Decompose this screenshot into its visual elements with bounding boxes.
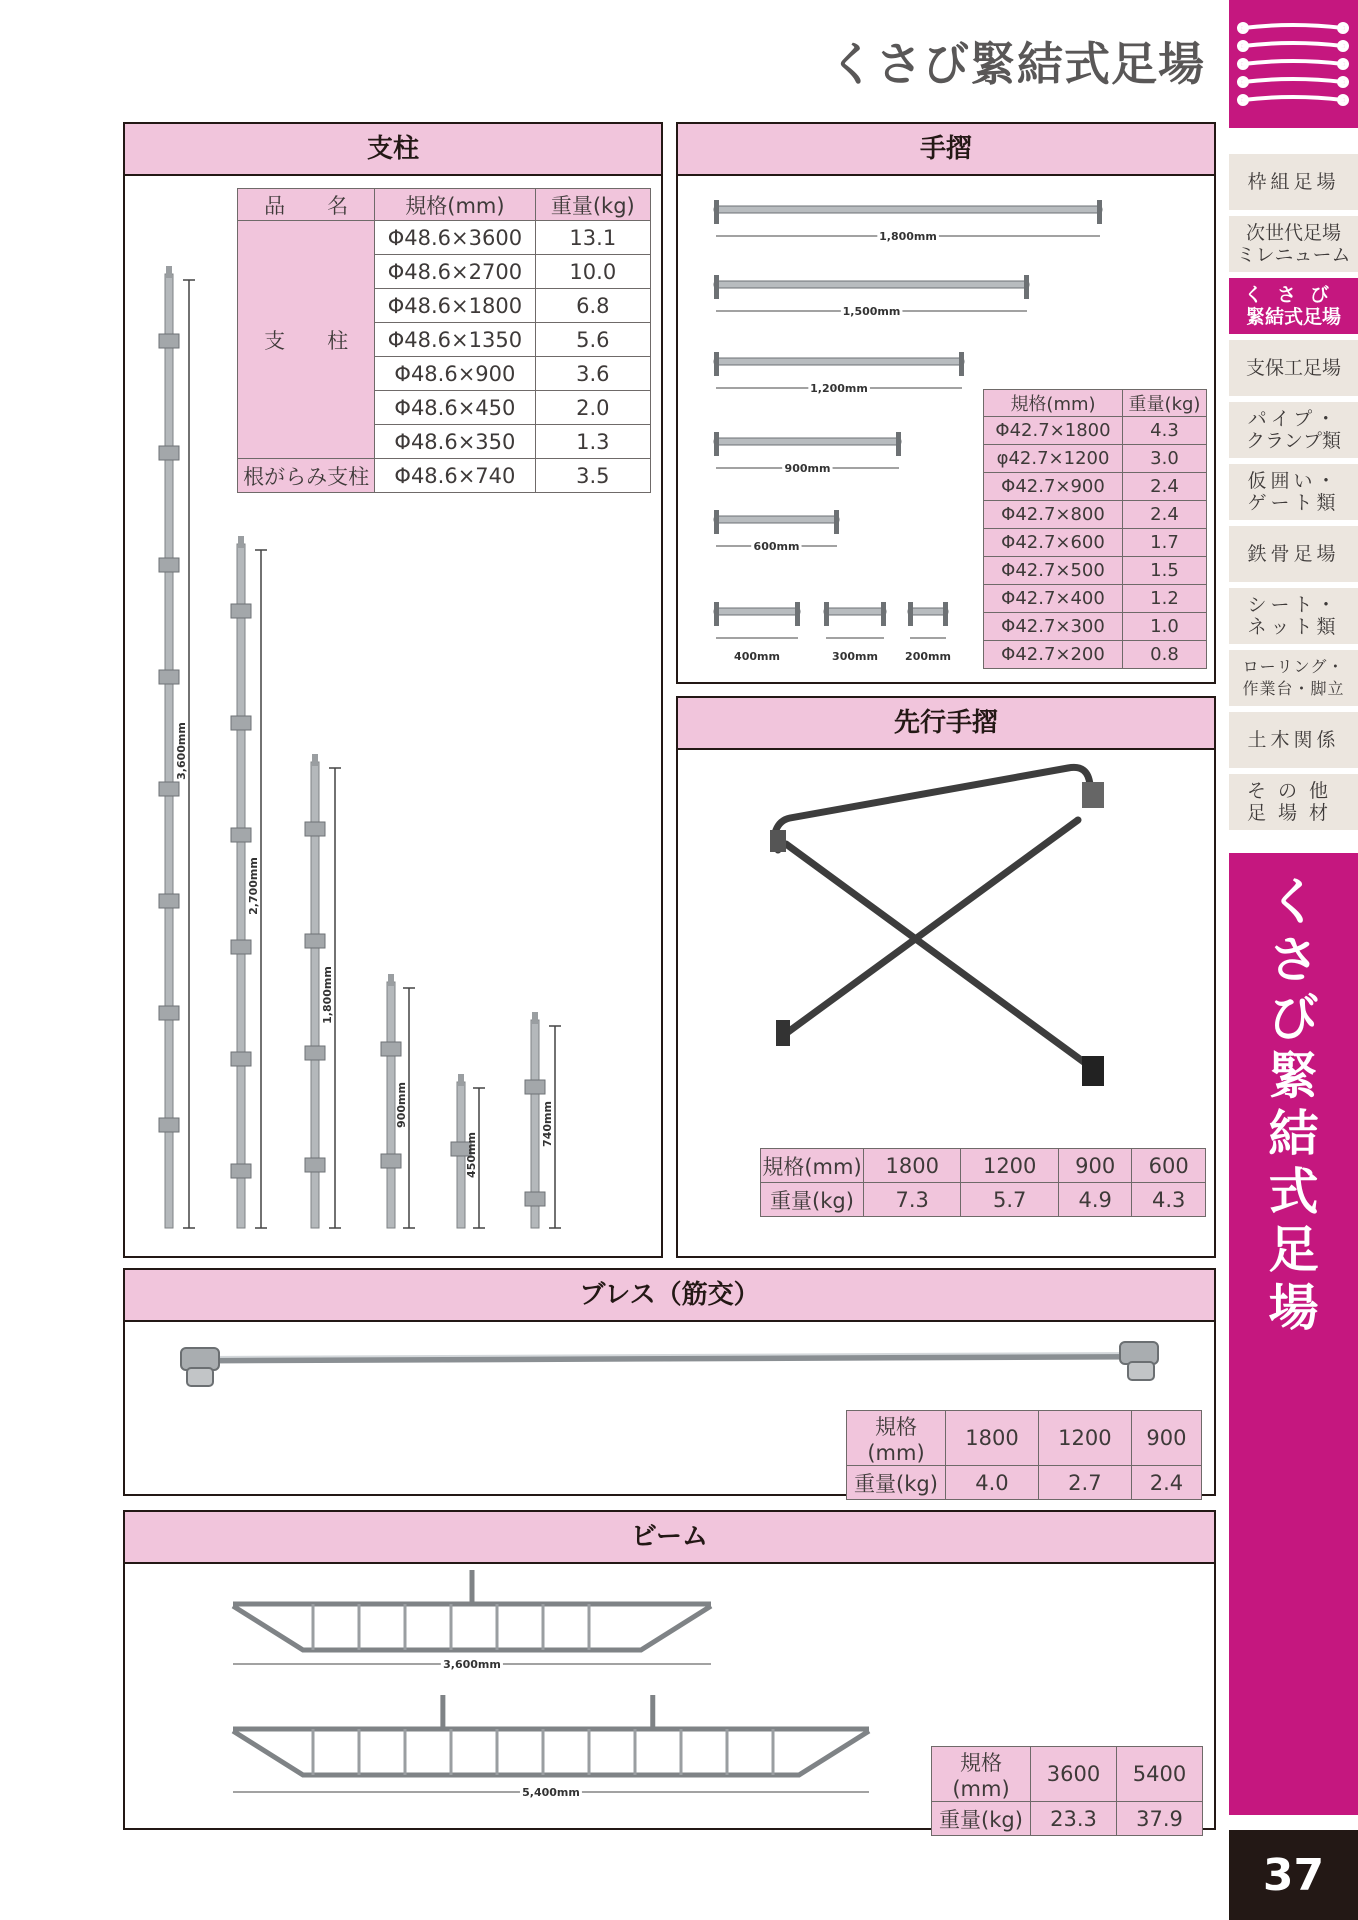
dimension-label: 900mm: [784, 462, 831, 475]
nav-item-shoring[interactable]: 支保工足場: [1229, 340, 1358, 396]
pole-tip: [312, 754, 318, 766]
spec-cell: 1200: [961, 1149, 1058, 1183]
pole-tip: [166, 266, 172, 278]
dimension-label: 2,700mm: [247, 857, 260, 915]
pole-tip: [532, 1012, 538, 1024]
clamp-left-bottom: [776, 1020, 790, 1046]
handrail: [714, 602, 800, 663]
dimension-label: 200mm: [905, 650, 951, 663]
spec-cell: Φ48.6×1800: [375, 289, 535, 323]
spec-cell: 900: [1131, 1411, 1201, 1466]
weight-cell: 4.3: [1132, 1183, 1206, 1217]
weight-cell: 23.3: [1031, 1802, 1117, 1836]
weight-cell: 3.5: [535, 459, 650, 493]
pole-pocket: [231, 1052, 251, 1066]
pole: [159, 266, 195, 1228]
beam: [233, 1570, 711, 1671]
weight-cell: 1.7: [1123, 529, 1207, 557]
vertical-label-char: さ: [1268, 931, 1319, 989]
row-header-spec: 規格(mm): [932, 1747, 1031, 1802]
spec-cell: Φ48.6×450: [375, 391, 535, 425]
page-title: くさび緊結式足場: [829, 37, 1205, 91]
dimension-label: 900mm: [395, 1082, 408, 1128]
spec-cell: Φ48.6×740: [375, 459, 535, 493]
dimension-label: 300mm: [832, 650, 878, 663]
vertical-label-char: 足: [1268, 1221, 1319, 1279]
pole-pocket: [305, 1158, 325, 1172]
spec-cell: 1200: [1038, 1411, 1131, 1466]
pole: [231, 536, 267, 1228]
row-header-weight: 重量(kg): [761, 1183, 864, 1217]
handrail-end: [714, 510, 719, 534]
handrail: [714, 510, 839, 553]
pole: [381, 974, 415, 1228]
handrail-end: [714, 352, 719, 376]
col-header-spec: 規格(mm): [984, 390, 1123, 417]
spec-cell: Φ48.6×350: [375, 425, 535, 459]
row-header-spec: 規格(mm): [761, 1149, 864, 1183]
weight-cell: 37.9: [1117, 1802, 1203, 1836]
spec-cell: 900: [1058, 1149, 1132, 1183]
handrail-bar: [908, 608, 948, 615]
panel-beam: [123, 1510, 1216, 1830]
pole-pocket: [231, 1164, 251, 1178]
handrail-end: [714, 200, 719, 224]
weight-cell: 3.0: [1123, 445, 1207, 473]
weight-cell: 1.0: [1123, 613, 1207, 641]
sidebar-logo-block: [1229, 0, 1358, 128]
col-header-spec: 規格(mm): [375, 189, 535, 221]
vertical-section-label: [1229, 873, 1358, 1337]
brace-clamp-left: [181, 1348, 219, 1386]
spec-cell: 1800: [946, 1411, 1039, 1466]
extra-name-cell: 根がらみ支柱: [238, 459, 375, 493]
spec-cell: Φ42.7×1800: [984, 417, 1123, 445]
pole-pocket: [231, 716, 251, 730]
pole-pocket: [159, 558, 179, 572]
handrail-bar: [714, 358, 964, 365]
spec-cell: Φ42.7×400: [984, 585, 1123, 613]
weight-cell: 4.9: [1058, 1183, 1132, 1217]
dimension-label: 450mm: [465, 1132, 478, 1178]
handrail: [714, 352, 964, 395]
panel-heading: 先行手摺: [678, 698, 1214, 750]
dimension-label: 600mm: [753, 540, 800, 553]
weight-cell: 2.4: [1123, 473, 1207, 501]
nav-item-millennium[interactable]: 次世代足場 ミレニューム: [1229, 216, 1358, 272]
pole-pocket: [159, 446, 179, 460]
dimension-label: 1,500mm: [842, 305, 901, 318]
handrail-end: [959, 352, 964, 376]
spec-cell: Φ42.7×600: [984, 529, 1123, 557]
handrail: [905, 602, 951, 663]
weight-cell: 2.0: [535, 391, 650, 425]
handrail-bar: [714, 438, 901, 445]
handrail-end: [834, 510, 839, 534]
pole-shaft: [387, 982, 395, 1228]
handrail: [824, 602, 886, 663]
spec-cell: Φ48.6×2700: [375, 255, 535, 289]
pole-tip: [458, 1074, 464, 1086]
nav-item-rolling-ladder[interactable]: ローリング・ 作業台・脚立: [1229, 650, 1358, 706]
handrail-bar: [714, 608, 800, 615]
col-header-weight: 重量(kg): [535, 189, 650, 221]
vertical-label-char: 場: [1268, 1279, 1319, 1337]
weight-cell: 2.4: [1131, 1466, 1201, 1500]
vertical-label-char: 式: [1268, 1163, 1319, 1221]
panel-heading: ビーム: [125, 1512, 1214, 1564]
handrail-bar: [714, 281, 1029, 288]
pole-pocket: [159, 334, 179, 348]
dimension-label: 3,600mm: [443, 1658, 501, 1671]
group-label-cell: 支 柱: [238, 221, 375, 459]
weight-cell: 10.0: [535, 255, 650, 289]
col-header-name: 品 名: [238, 189, 375, 221]
nav-item-enclosure-gate[interactable]: 仮囲い・ ゲート類: [1229, 464, 1358, 520]
handrail-end: [714, 275, 719, 299]
spec-cell: Φ42.7×300: [984, 613, 1123, 641]
dimension-label: 1,800mm: [321, 966, 334, 1024]
pole-pocket: [305, 1046, 325, 1060]
nav-item-frame-scaffold[interactable]: 枠組足場: [1229, 154, 1358, 210]
page-number: 37: [1229, 1830, 1358, 1920]
panel-heading: ブレス（筋交）: [125, 1270, 1214, 1322]
weight-cell: 1.5: [1123, 557, 1207, 585]
handrail: [714, 200, 1102, 243]
handrail-end: [881, 602, 886, 626]
panel-heading: 支柱: [125, 124, 661, 176]
weight-cell: 7.3: [864, 1183, 961, 1217]
weight-cell: 1.2: [1123, 585, 1207, 613]
dimension-label: 5,400mm: [522, 1786, 580, 1799]
pole: [305, 754, 341, 1228]
pole-pocket: [381, 1154, 401, 1168]
weight-cell: 5.7: [961, 1183, 1058, 1217]
vertical-label-char: び: [1268, 989, 1319, 1047]
vertical-label-char: 緊: [1268, 1047, 1319, 1105]
spec-cell: Φ42.7×200: [984, 641, 1123, 669]
panel-shichu: [123, 122, 663, 1258]
nav-item-steel-scaffold[interactable]: 鉄骨足場: [1229, 526, 1358, 582]
spec-cell: 600: [1132, 1149, 1206, 1183]
spec-cell: Φ48.6×1350: [375, 323, 535, 357]
handrail: [714, 275, 1029, 318]
row-header-weight: 重量(kg): [847, 1466, 946, 1500]
pole-pocket: [159, 894, 179, 908]
pole-pocket: [159, 1118, 179, 1132]
pole: [451, 1074, 485, 1228]
clamp-left-top: [770, 830, 786, 852]
nav-item-pipe-clamp[interactable]: パイプ・ クランプ類: [1229, 402, 1358, 458]
beam-bottom-chord: [233, 1606, 711, 1650]
pole-tip: [238, 536, 244, 548]
pole-pocket: [231, 604, 251, 618]
panel-tesuri: [676, 122, 1216, 684]
row-header-weight: 重量(kg): [932, 1802, 1031, 1836]
pole-pocket: [231, 828, 251, 842]
handrail-end: [1097, 200, 1102, 224]
pole-shaft: [237, 544, 245, 1228]
handrail-end: [714, 432, 719, 456]
weight-cell: 4.0: [946, 1466, 1039, 1500]
weight-cell: 5.6: [535, 323, 650, 357]
pole-tip: [388, 974, 394, 986]
spec-cell: 3600: [1031, 1747, 1117, 1802]
handrail-bar: [714, 206, 1102, 213]
row-header-spec: 規格(mm): [847, 1411, 946, 1466]
col-header-weight: 重量(kg): [1123, 390, 1207, 417]
spec-cell: Φ42.7×500: [984, 557, 1123, 585]
handrail-end: [943, 602, 948, 626]
handrail-end: [1024, 275, 1029, 299]
dimension-label: 400mm: [734, 650, 780, 663]
nav-item-sheet-net[interactable]: シート・ ネット類: [1229, 588, 1358, 644]
pole-pocket: [231, 940, 251, 954]
weight-cell: 0.8: [1123, 641, 1207, 669]
nav-item-civil[interactable]: 土木関係: [1229, 712, 1358, 768]
scaffold-icon: [1229, 0, 1358, 128]
vertical-label-char: く: [1268, 873, 1319, 931]
handrail-bar: [824, 608, 886, 615]
spec-cell: Φ48.6×900: [375, 357, 535, 391]
weight-cell: 13.1: [535, 221, 650, 255]
pole-shaft: [165, 274, 173, 1228]
pole-pocket: [159, 670, 179, 684]
sidebar-section-band: [1229, 853, 1358, 1815]
brace-clamp-right: [1120, 1342, 1158, 1380]
spec-cell: 5400: [1117, 1747, 1203, 1802]
handrail-bar: [714, 516, 839, 523]
spec-cell: Φ42.7×900: [984, 473, 1123, 501]
nav-item-wedge-scaffold[interactable]: くさび 緊結式足場: [1229, 278, 1358, 334]
weight-cell: 3.6: [535, 357, 650, 391]
pole: [525, 1012, 561, 1228]
brace-spec-table: [846, 1410, 1202, 1500]
beam: [233, 1695, 869, 1799]
handrail-end: [795, 602, 800, 626]
beam-spec-table: [931, 1746, 1203, 1836]
dimension-label: 740mm: [541, 1101, 554, 1147]
pole-pocket: [159, 782, 179, 796]
clamp-right-bottom: [1082, 1056, 1104, 1086]
panel-heading: 手摺: [678, 124, 1214, 176]
handrail-end: [714, 602, 719, 626]
brace-illustration: [125, 1322, 1214, 1412]
weight-cell: 2.7: [1038, 1466, 1131, 1500]
advance-handrail-illustration: [678, 750, 1214, 1150]
spec-cell: Φ48.6×3600: [375, 221, 535, 255]
nav-item-other[interactable]: その他 足場材: [1229, 774, 1358, 830]
weight-cell: 4.3: [1123, 417, 1207, 445]
pole-pocket: [381, 1042, 401, 1056]
pole-pocket: [305, 822, 325, 836]
senko-spec-table: [760, 1148, 1206, 1217]
spec-cell: φ42.7×1200: [984, 445, 1123, 473]
pole-pocket: [305, 934, 325, 948]
handrail-end: [908, 602, 913, 626]
dimension-label: 1,800mm: [879, 230, 937, 243]
pole-pocket: [525, 1080, 545, 1094]
dimension-label: 1,200mm: [810, 382, 868, 395]
weight-cell: 6.8: [535, 289, 650, 323]
clamp-right-top: [1082, 782, 1104, 808]
tesuri-spec-table: [983, 389, 1207, 669]
panel-brace: [123, 1268, 1216, 1496]
handrail: [714, 432, 901, 475]
panel-senko-tesuri: [676, 696, 1216, 1258]
dimension-label: 3,600mm: [175, 722, 188, 780]
handrail-end: [896, 432, 901, 456]
spec-cell: Φ42.7×800: [984, 501, 1123, 529]
pole-pocket: [525, 1192, 545, 1206]
pole-illustrations: [125, 176, 661, 1256]
vertical-label-char: 結: [1268, 1105, 1319, 1163]
weight-cell: 2.4: [1123, 501, 1207, 529]
spec-cell: 1800: [864, 1149, 961, 1183]
weight-cell: 1.3: [535, 425, 650, 459]
handrail-end: [824, 602, 829, 626]
pole-pocket: [159, 1006, 179, 1020]
